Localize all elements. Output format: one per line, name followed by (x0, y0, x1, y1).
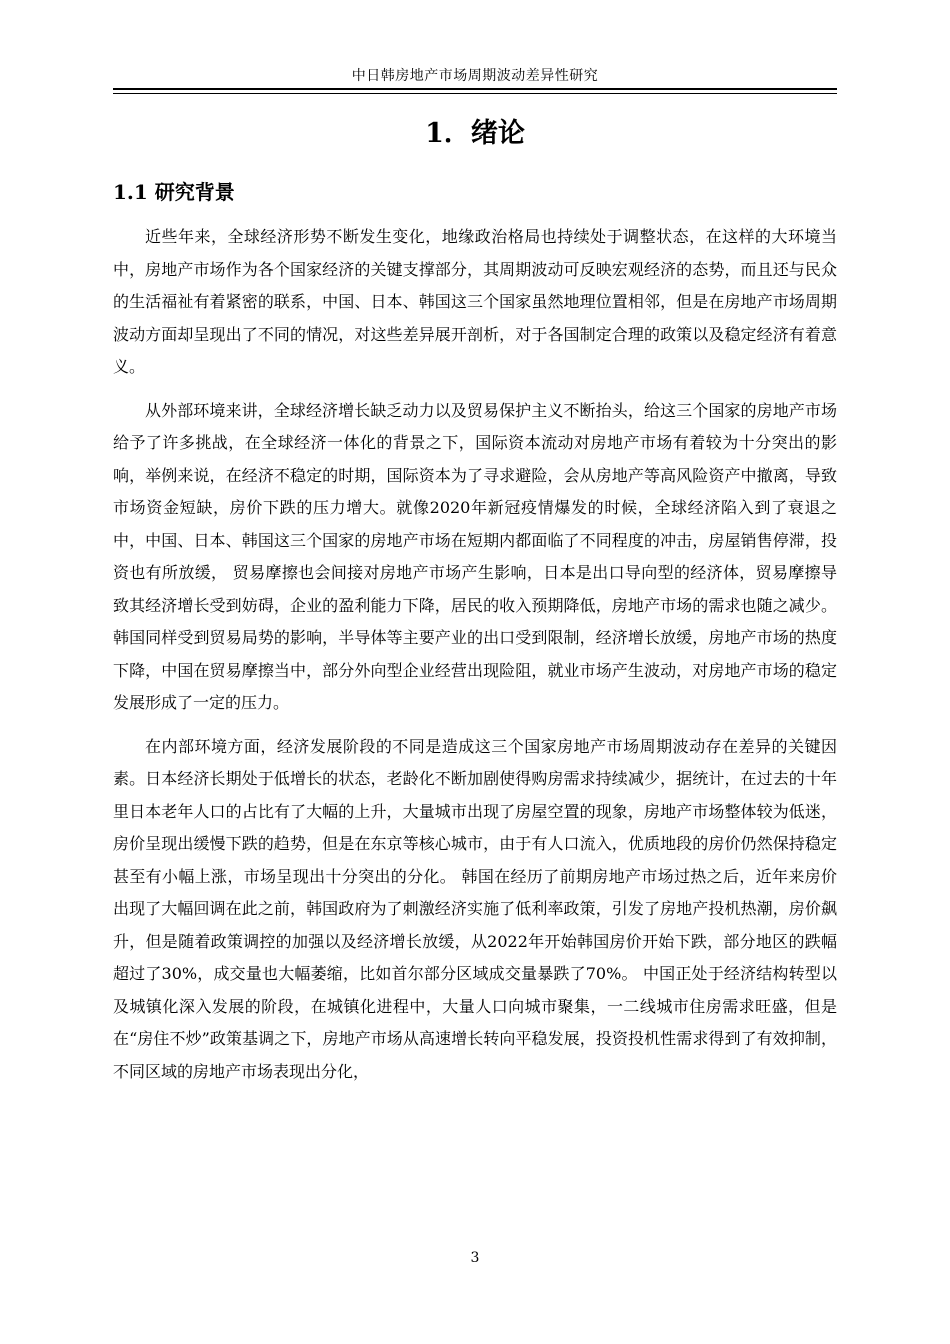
paragraph-3: 在内部环境方面，经济发展阶段的不同是造成这三个国家房地产市场周期波动存在差异的关键因素。日本经济长期处于低增长的状态，老龄化不断加剧使得购房需求持续减少，据统计，在过去的十年里日本老年人口的占比有了大幅的上升，大量城市出现了房屋空置的现象，房地产市场整体较为低迷，房价呈现出缓慢下跌的趋势，但是在东京等核心城市，由于有人口流入，优质地段的房价仍然保持稳定甚至有小幅上涨，市场呈现出十分突出的分化。 韩国在经历了前期房地产市场过热之后，近年来房价出现了大幅回调在此之前，韩国政府为了刺激经济实施了低利率政策，引发了房地产投机热潮，房价飙升，但是随着政策调控的加强以及经济增长放缓，从2022年开始韩国房价开始下跌，部分地区的跌幅超过了30%，成交量也大幅萎缩，比如首尔部分区域成交量暴跌了70%。 中国正处于经济结构转型以及城镇化深入发展的阶段，在城镇化进程中，大量人口向城市聚集，一二线城市住房需求旺盛，但是在“房住不炒”政策基调之下，房地产市场从高速增长转向平稳发展，投资投机性需求得到了有效抑制，不同区域的房地产市场表现出分化， (113, 736, 837, 1081)
header-rule-thick (113, 88, 837, 90)
running-header: 中日韩房地产市场周期波动差异性研究 (351, 68, 599, 84)
page-number: 3 (470, 1250, 480, 1266)
header-rule-thin (113, 93, 837, 94)
chapter-title: 1．绪论 (425, 118, 525, 149)
paragraph-1: 近些年来，全球经济形势不断发生变化，地缘政治格局也持续处于调整状态，在这样的大环境当中，房地产市场作为各个国家经济的关键支撑部分，其周期波动可反映宏观经济的态势，而且还与民众的生活福祉有着紧密的联系，中国、日本、韩国这三个国家虽然地理位置相邻，但是在房地产市场周期波动方面却呈现出了不同的情况，对这些差异展开剖析，对于各国制定合理的政策以及稳定经济有着意义。 (113, 227, 837, 376)
paragraph-2: 从外部环境来讲，全球经济增长缺乏动力以及贸易保护主义不断抬头，给这三个国家的房地产市场给予了许多挑战，在全球经济一体化的背景之下，国际资本流动对房地产市场有着较为十分突出的影响，举例来说，在经济不稳定的时期，国际资本为了寻求避险，会从房地产等高风险资产中撤离，导致市场资金短缺，房价下跌的压力增大。就像2020年新冠疫情爆发的时候，全球经济陷入到了衰退之中，中国、日本、韩国这三个国家的房地产市场在短期内都面临了不同程度的冲击，房屋销售停滞，投资也有所放缓， 贸易摩擦也会间接对房地产市场产生影响，日本是出口导向型的经济体，贸易摩擦导致其经济增长受到妨碍，企业的盈利能力下降，居民的收入预期降低，房地产市场的需求也随之减少。韩国同样受到贸易局势的影响，半导体等主要产业的出口受到限制，经济增长放缓，房地产市场的热度下降，中国在贸易摩擦当中，部分外向型企业经营出现险阻，就业市场产生波动，对房地产市场的稳定发展形成了一定的压力。 (113, 400, 837, 712)
body-text (113, 221, 837, 1099)
section-title: 1.1 研究背景 (113, 180, 235, 204)
